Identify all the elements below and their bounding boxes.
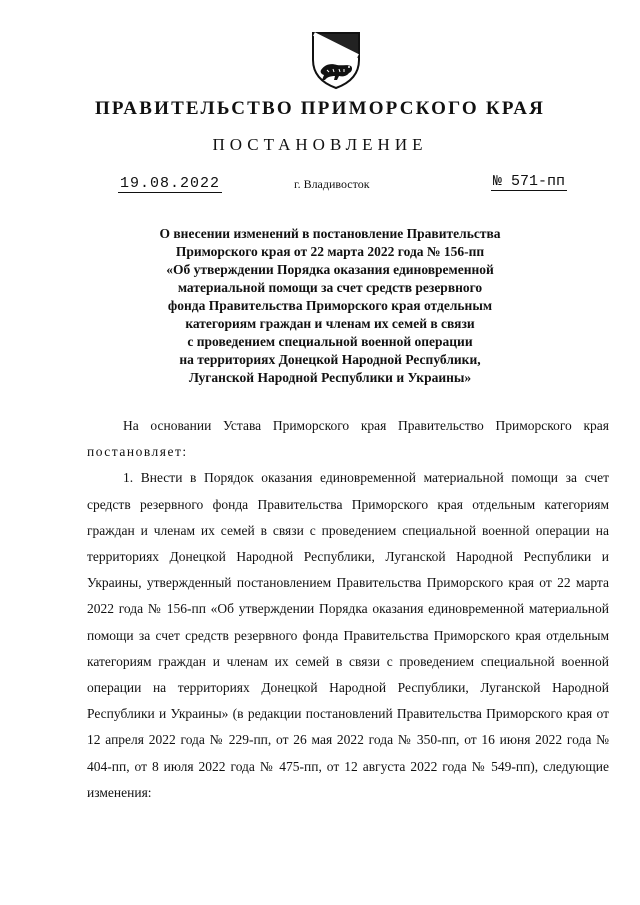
- document-type: ПОСТАНОВЛЕНИЕ: [212, 135, 428, 154]
- heading-line: Луганской Народной Республики и Украины»: [188, 370, 472, 385]
- heading-line: на территориях Донецкой Народной Республики,: [179, 352, 481, 367]
- heading-line: «Об утверждении Порядка оказания единовременной: [166, 262, 494, 277]
- intro-paragraph: [87, 413, 609, 465]
- document-body: [87, 413, 609, 806]
- heading-line: материальной помощи за счет средств резервного: [177, 280, 483, 295]
- heading-line: Приморского края от 22 марта 2022 года № 156-пп: [175, 244, 485, 259]
- heading-line: с проведением специальной военной операции: [187, 334, 473, 349]
- document-city: г. Владивосток: [294, 177, 370, 191]
- government-title: ПРАВИТЕЛЬСТВО ПРИМОРСКОГО КРАЯ: [94, 98, 546, 119]
- heading-line: фонда Правительства Приморского края отдельным: [167, 298, 493, 313]
- intro-text: На основании Устава Приморского края Правительство Приморского края: [123, 418, 609, 433]
- heading-line: О внесении изменений в постановление Правительства: [159, 226, 501, 241]
- document-number: № 571-пп: [493, 173, 566, 190]
- document-date: 19.08.2022: [120, 175, 221, 192]
- primorsky-krai-coat-of-arms-icon: [309, 30, 363, 90]
- document-heading: [120, 225, 540, 387]
- item-1-paragraph: 1. Внести в Порядок оказания единовременной материальной помощи за счет средств резервного фонда Правительства Приморского края отдельным категориям граждан и членам их семей в связи с проведением специальной военной операции на территориях Донецкой Народной Республики, Луганской Народной Республики и Украины, утвержденный постановлением Правительства Приморского края от 22 марта 2022 года № 156-пп «Об утверждении Порядка оказания единовременной материальной помощи за счет средств резервного фонда Правительства Приморского края отдельным категориям граждан и членам их семей в связи с проведением специальной военной операции на территориях Донецкой Народной Республики, Луганской Народной Республики и Украины» (в редакции постановлений Правительства Приморского края от 12 апреля 2022 года № 229-пп, от 26 мая 2022 года № 350-пп, от 16 июня 2022 года № 404-пп, от 8 июля 2022 года № 475-пп, от 12 августа 2022 года № 549-пп), следующие изменения:: [87, 470, 609, 800]
- heading-line: категориям граждан и членам их семей в связи: [185, 316, 475, 331]
- resolves-word: постановляет:: [87, 444, 188, 460]
